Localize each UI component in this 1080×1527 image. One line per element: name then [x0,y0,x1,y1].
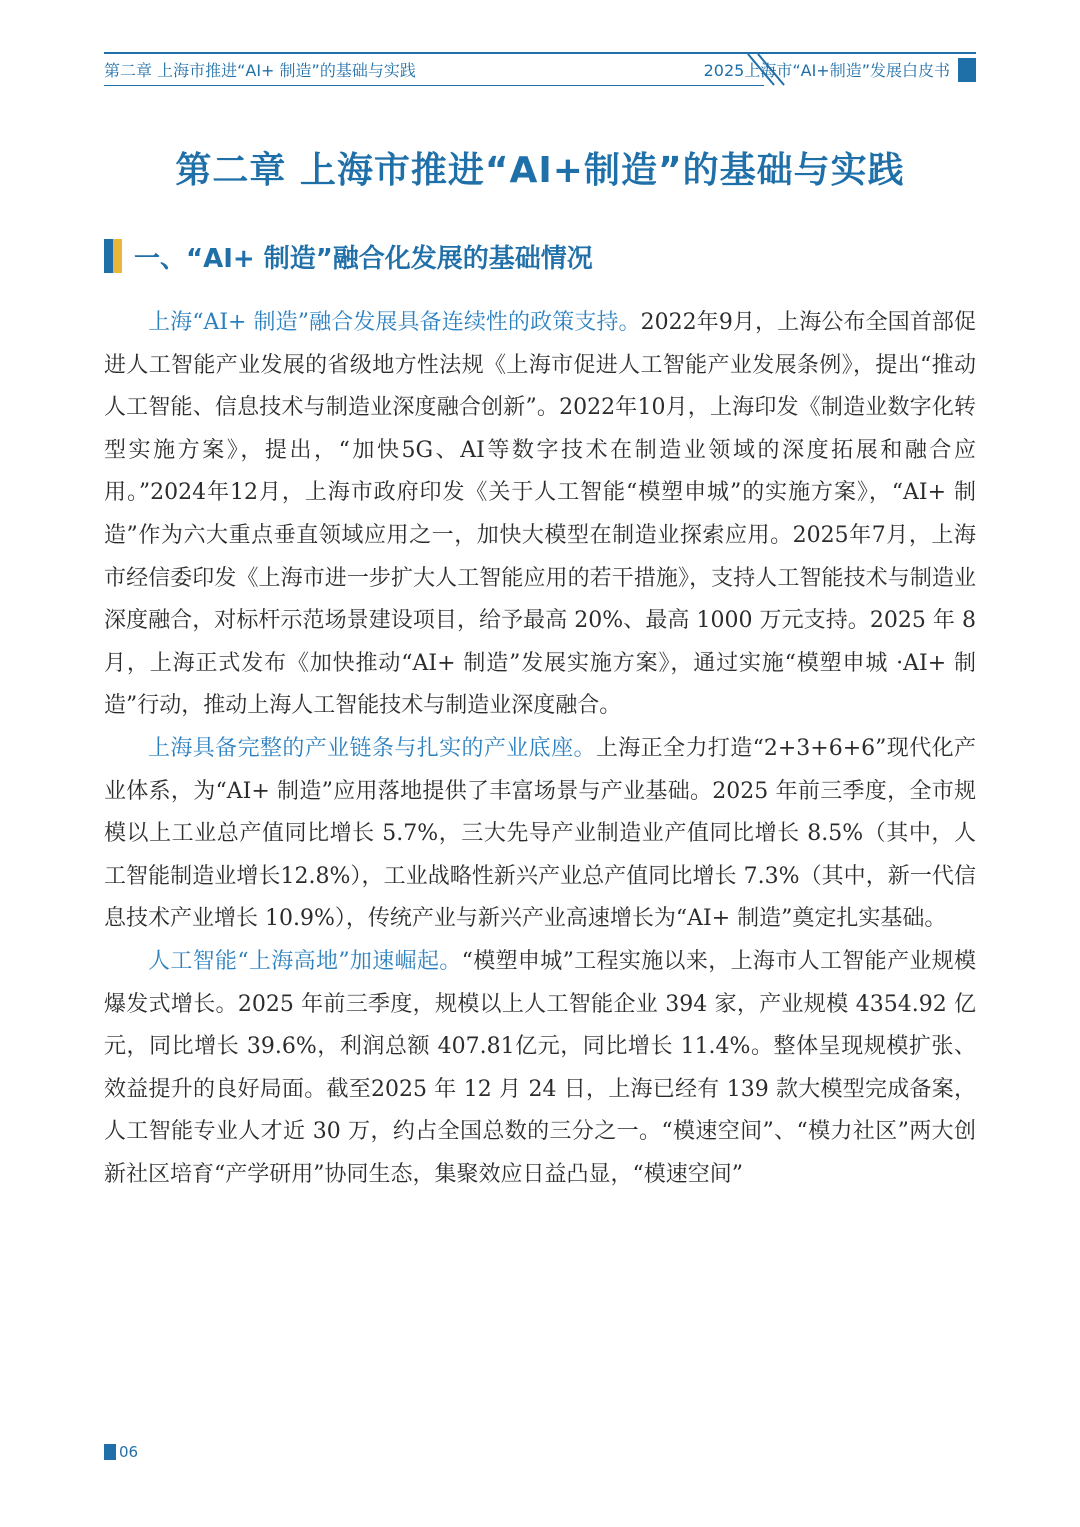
paragraph-body: 2022年9月，上海公布全国首部促进人工智能产业发展的省级地方性法规《上海市促进人工智能产业发展条例》，提出“推动人工智能、信息技术与制造业深度融合创新”。2022年10月，上海印发《制造业数字化转型实施方案》，提出，“加快5G、AI等数字技术在制造业领域的深度拓展和融合应用。”2024年12月，上海市政府印发《关于人工智能“模塑申城”的实施方案》，“AI+ 制造”作为六大重点垂直领域应用之一，加快大模型在制造业探索应用。2025年7月，上海市经信委印发《上海市进一步扩大人工智能应用的若干措施》，支持人工智能技术与制造业深度融合，对标杆示范场景建设项目，给予最高 20%、最高 1000 万元支持。2025 年 8 月，上海正式发布《加快推动“AI+ 制造”发展实施方案》，通过实施“模塑申城 ·AI+ 制造”行动，推动上海人工智能技术与制造业深度融合。 [104,310,977,719]
header-top-rule [104,52,976,54]
page-number-marker [104,1444,116,1460]
header-chapter-label: 第二章 上海市推进“AI+ 制造”的基础与实践 [104,61,416,80]
paragraph-body: “模塑申城”工程实施以来，上海市人工智能产业规模爆发式增长。2025 年前三季度，规模以上人工智能企业 394 家，产业规模 4354.92 亿元，同比增长 39.6%，利润总额 407.81亿元，同比增长 11.4%。整体呈现规模扩张、效益提升的良好局面。截至2025 年 12 月 24 日，上海已经有 139 款大模型完成备案，人工智能专业人才近 30 万，约占全国总数的三分之一。“模速空间”、“模力社区”两大创新社区培育“产学研用”协同生态，集聚效应日益凸显，“模速空间” [104,948,977,1187]
section-heading [104,236,593,276]
header-end-block [958,58,976,82]
page-number: 06 [119,1443,139,1461]
paragraph-ai-highland [104,941,976,1197]
paragraph-body: 上海正全力打造“2+3+6+6”现代化产业体系，为“AI+ 制造”应用落地提供了丰富场景与产业基础。2025 年前三季度，全市规模以上工业总产值同比增长 5.7%，三大先导产业制造业产值同比增长 8.5%（其中，人工智能制造业增长12.8%），工业战略性新兴产业总产值同比增长 7.3%（其中，新一代信息技术产业增长 10.9%），传统产业与新兴产业高速增长为“AI+ 制造”奠定扎实基础。 [104,735,976,932]
page-footer [104,1443,138,1461]
running-header [104,52,976,88]
paragraph-lead: 人工智能“上海高地”加速崛起。 [148,948,462,974]
header-bottom-rule [104,85,764,86]
chapter-title: 第二章 上海市推进“AI+制造”的基础与实践 [175,150,905,191]
header-book-title: 2025上海市“AI+制造”发展白皮书 [703,61,950,80]
paragraph-policy [104,302,976,728]
body-text [104,302,976,1196]
paragraph-industry [104,728,976,941]
section-heading-text: 一、“AI+ 制造”融合化发展的基础情况 [134,243,593,274]
paragraph-lead: 上海具备完整的产业链条与扎实的产业底座。 [148,735,596,761]
paragraph-lead: 上海“AI+ 制造”融合发展具备连续性的政策支持。 [148,310,641,335]
section-marker [104,239,122,273]
